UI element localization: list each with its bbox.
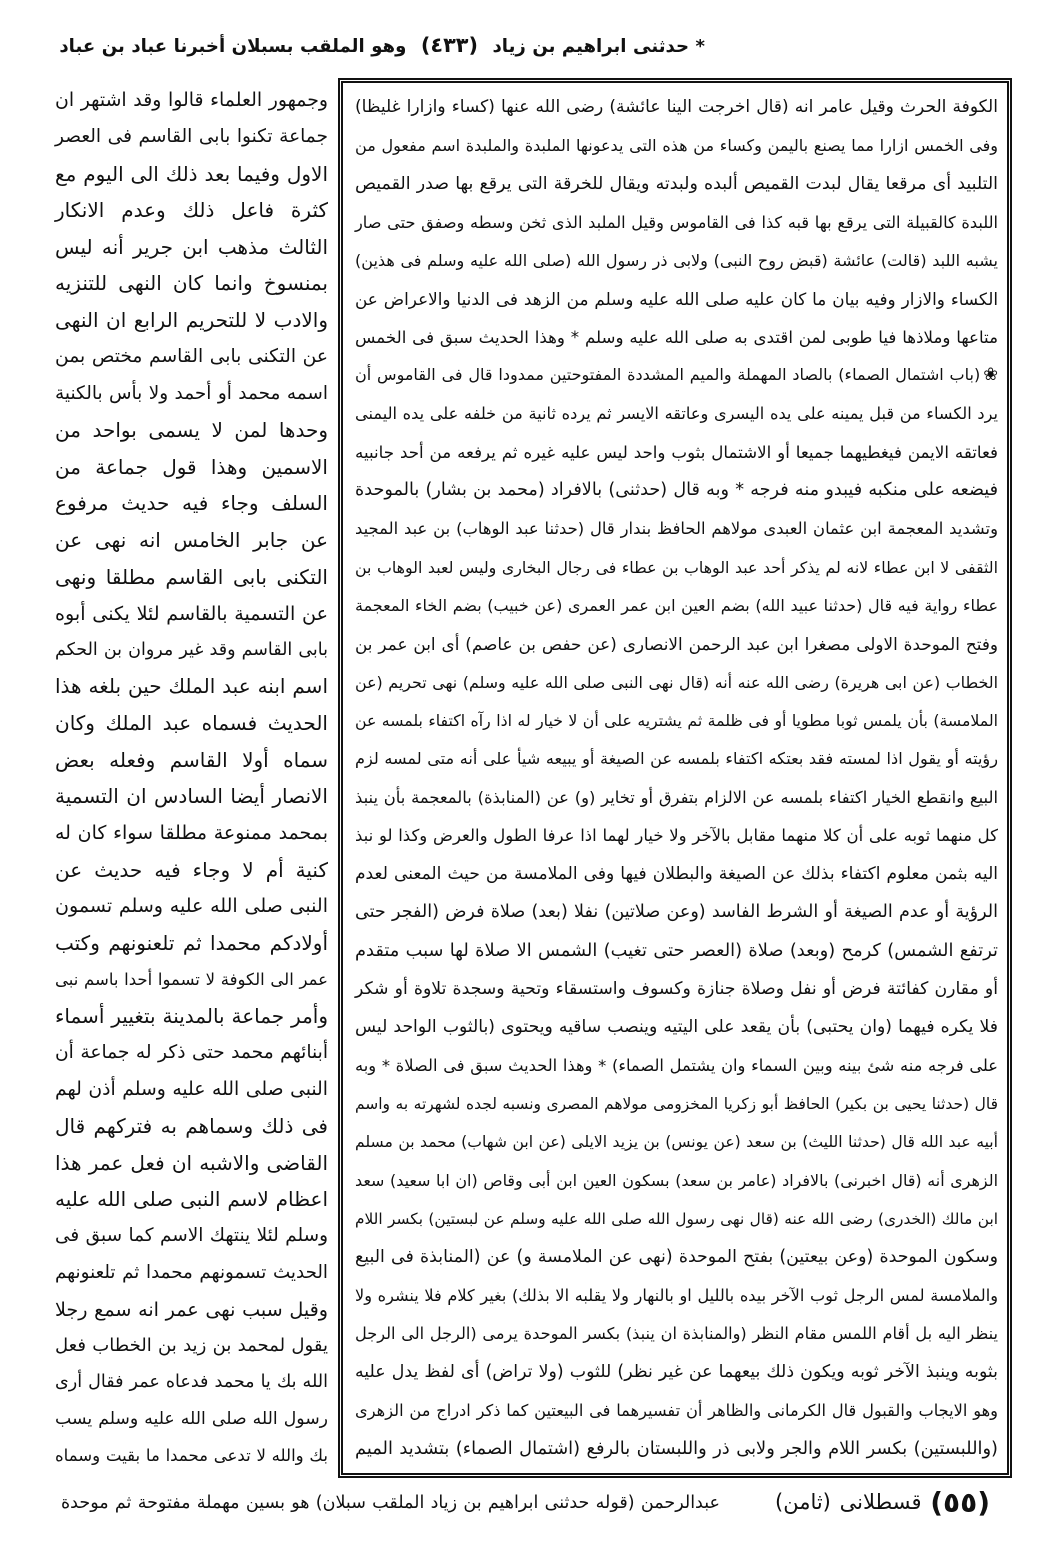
- main-text-line-content: قال (حدثنا يحيى بن بكير) الحافظ أبو زكريا المخزومى مولاهم المصرى ونسبه لجده لشهرته به واسم: [355, 1094, 998, 1113]
- main-text-line: [352, 203, 998, 241]
- commentary-line-content: بمنسوخ وانما كان النهى للتنزيه: [55, 271, 328, 296]
- main-text-line: [352, 395, 998, 433]
- main-text-line-content: أو مقارن كفائتة فرض أو نفل وصلاة جنازة وكسوف واستسقاء وتحية وسجدة تلاوة أو شكر: [355, 978, 998, 999]
- commentary-line: [52, 192, 328, 229]
- main-text-line-content: الرؤية أو عدم الصيغة أو الشرط الفاسد (وعن صلاتين) نفلا (بعد) صلاة فرض (الفجر حتى: [355, 902, 998, 923]
- page-number: (٤٣٣): [420, 33, 478, 57]
- signature-name: قسطلانى: [839, 1490, 922, 1514]
- main-text-line-content: اللبدة كالقبيلة التى يرقع بها قبه كذا فى القاموس وقيل الملبد الذى ثخن وسطه وصفق حتى صار: [355, 212, 998, 232]
- main-text-line: [352, 1276, 998, 1314]
- commentary-line: [52, 229, 328, 266]
- main-text-line: [352, 1123, 998, 1161]
- commentary-line-content: أبنائهم محمد حتى ذكر له جماعة أن: [55, 1042, 328, 1064]
- main-text-line: [352, 855, 998, 893]
- main-text: [352, 88, 998, 1468]
- main-text-line: [352, 1391, 998, 1429]
- commentary-line: [52, 119, 328, 156]
- main-text-line: [352, 778, 998, 816]
- commentary-line-content: الانصار أيضا السادس ان التسمية: [55, 784, 328, 809]
- commentary-line-content: الاسمين وهذا قول جماعة من: [55, 454, 328, 479]
- commentary-line-content: يقول لمحمد بن زيد بن الخطاب فعل: [55, 1335, 328, 1357]
- commentary-line-content: جماعة تكنوا بابى القاسم فى العصر: [55, 126, 328, 148]
- main-text-line-content: ينظر اليه بل أقام اللمس مقام النظر (والمنابذة ان ينبذ) بكسر الموحدة يرمى (الرجل الى الرجل: [355, 1324, 998, 1344]
- commentary-line: [52, 1218, 328, 1255]
- commentary-line: [52, 338, 328, 375]
- main-text-line: [352, 1161, 998, 1199]
- commentary-line-content: النبى صلى الله عليه وسلم أذن لهم: [55, 1078, 328, 1100]
- main-text-line: [352, 586, 998, 624]
- main-text-line-content: فعاتقه الايمن فيغطيهما جميعا أو الاشتمال بثوب واحد ليس عليه غيره ثم يرفعه من أحد جانبيه: [355, 442, 998, 462]
- main-text-line-content: عطاء رواية فيه قال (حدثنا عبيد الله) بضم العين ابن عمر العمرى (عن خبيب) بضم الخاء المعجمة: [355, 595, 998, 615]
- main-text-line-content: يشبه اللبد (قالت) عائشة (قبض روح النبى) ولابى ذر رسول الله (صلى الله عليه وسلم فى هذين): [355, 250, 998, 270]
- volume-label: (ثامن): [775, 1490, 831, 1514]
- commentary-line: [52, 741, 328, 778]
- main-text-line: [352, 1315, 998, 1353]
- commentary-line: [52, 1401, 328, 1438]
- commentary-line-content: وجمهور العلماء قالوا وقد اشتهر ان: [55, 89, 328, 112]
- commentary-line: [52, 155, 328, 192]
- commentary-line-content: أولادكم محمدا ثم تلعنونهم وكتب: [55, 930, 328, 955]
- commentary-line: [52, 1034, 328, 1071]
- main-text-line-content: كل منهما ثوبه على أن كلا منهما مقابل بالآخر ولا خيار لهما اذا عرفا الطول والعرض وكذا لو نبذ: [355, 825, 998, 845]
- main-text-line-content: والملامسة لمس الرجل ثوب الآخر بيده بالليل او بالنهار ولا يقلبه الا بذلك) بغير كلام فلا ينشره ولا: [355, 1285, 998, 1305]
- commentary-line-content: اسمه محمد أو أحمد ولا بأس بالكنية: [55, 382, 328, 404]
- commentary-line: [52, 448, 328, 485]
- commentary-line-content: والادب لا للتحريم الرابع ان النهى: [55, 308, 328, 333]
- commentary-line: [52, 1364, 328, 1401]
- flower-ornament-icon: ❀: [983, 365, 998, 386]
- chapter-heading-text: (باب اشتمال الصماء) بالصاد المهملة والميم المشددة المفتوحتين ممدودا قال فى القاموس أن: [355, 365, 981, 385]
- commentary-line-content: القاضى والاشبه ان فعل عمر هذا: [55, 1150, 328, 1175]
- main-text-line-content: التلبيد أى مرقعا يقال لبدت القميص ألبده ولبدته ويقال للخرقة التى يرقع بها صدر القميص: [355, 173, 998, 194]
- main-text-line: [352, 1353, 998, 1391]
- main-text-line: [352, 663, 998, 701]
- commentary-line: [52, 1144, 328, 1181]
- page-signature-mark: [775, 1480, 990, 1524]
- commentary-line: [52, 375, 328, 412]
- commentary-line: [52, 1437, 328, 1474]
- main-text-line-content: وفى الخمس ازارا مما يصنع باليمن وكساء من هذه التى يدعونها الملبدة والملبدة اسم مفعول من: [355, 135, 998, 155]
- commentary-line-content: الله بك يا محمد فدعاه عمر فقال أرى: [55, 1372, 328, 1393]
- commentary-line: [52, 485, 328, 522]
- commentary-line: [52, 631, 328, 668]
- signature-number: (٥٥): [930, 1485, 990, 1519]
- footer-continuation-line: [58, 1483, 720, 1523]
- main-text-line: [352, 625, 998, 663]
- main-text-line-content: الكساء والازار وفيه بيان ما كان عليه صلى الله عليه وسلم من الزهد فى الدنيا والاعراض عن: [355, 288, 998, 309]
- main-text-line-content: فلا يكره فيهما (وان يحتبى) بأن يقعد على اليتيه وينصب ساقيه ويحتوى (بالثوب الواحد ليس: [355, 1017, 998, 1038]
- main-text-line-content: الملامسة) بأن يلمس ثوبا مطويا أو فى ظلمة ثم يشتريه على أن لا خيار له اذا رآه اكتفاء بلمسه عن: [355, 710, 998, 730]
- main-text-line: [352, 701, 998, 739]
- commentary-line: [52, 1254, 328, 1291]
- commentary-line: [52, 82, 328, 119]
- margin-commentary-column: [52, 82, 328, 1474]
- main-text-line-content: يرد الكساء من قبل يمينه على يده اليسرى وعاتقه الايسر ثم يرده ثانية من خلفه على يده اليمنى: [355, 404, 998, 424]
- main-text-line: [352, 318, 998, 356]
- main-text-line-content: وتشديد المعجمة ابن عثمان العبدى مولاهم الحافظ بندار قال (حدثنا عبد الوهاب) بن عبد المجيد: [355, 519, 998, 539]
- commentary-line: [52, 668, 328, 705]
- commentary-line: [52, 1071, 328, 1108]
- commentary-line: [52, 925, 328, 962]
- main-text-line-content: البيع وانقطع الخيار اكتفاء بلمسه عن الالزام بتفرق أو تخاير (و) عن (المنابذة) بالمعجمة بأن ينبذ: [355, 787, 998, 807]
- commentary-line-content: سماه أولا القاسم وفعله بعض: [55, 747, 328, 772]
- main-text-line: [352, 816, 998, 854]
- main-text-line-content: ترتفع الشمس) كرمح (وبعد) صلاة (العصر حتى تغيب) الشمس الا صلاة لها سبب متقدم: [355, 939, 998, 961]
- commentary-line-content: عن التكنى بابى القاسم مختص بمن: [55, 346, 328, 368]
- commentary-line-content: الحديث فسماه عبد الملك وكان: [55, 711, 328, 736]
- main-text-line-content: الثقفى لا ابن عطاء لانه لم يذكر أحد عبد الوهاب بن عطاء فى رجال البخارى وليس لعبد الوهاب بن: [355, 557, 998, 577]
- main-text-line: [352, 1008, 998, 1046]
- commentary-line-content: اعظام لاسم النبى صلى الله عليه: [55, 1187, 328, 1212]
- commentary-line: [52, 302, 328, 339]
- main-text-line: [352, 471, 998, 509]
- main-text-line: [352, 433, 998, 471]
- commentary-line-content: كنية أم لا وجاء فيه حديث عن: [55, 857, 328, 882]
- commentary-line-content: بك والله لا تدعى محمدا ما بقيت وسماه: [55, 1446, 328, 1466]
- main-text-line-content: رؤيته أو يقول اذا لمسته فقد بعتكه اكتفاء بلمسه عن الصيغة أو يبيعه شيأ على أنه متى لمسه لزم: [355, 749, 998, 769]
- commentary-line-content: الحديث تسمونهم محمدا ثم تلعنونهم: [55, 1262, 328, 1284]
- commentary-line: [52, 1327, 328, 1364]
- footer-continuation-text: عبدالرحمن (قوله حدثنى ابراهيم بن زياد الملقب سبلان) هو بسين مهملة مفتوحة ثم موحدة: [61, 1493, 720, 1513]
- commentary-line-content: عن جابر الخامس انه نهى عن: [55, 527, 328, 552]
- commentary-line-content: رسول الله صلى الله عليه وسلم يسب: [55, 1409, 328, 1430]
- main-text-line: [352, 510, 998, 548]
- commentary-line-content: عمر الى الكوفة لا تسموا أحدا باسم نبى: [55, 969, 328, 989]
- main-text-line-content: ابن مالك (الخدرى) رضى الله عنه (قال نهى رسول الله صلى الله عليه وسلم عن لبستين) بكسر اللام: [355, 1209, 998, 1228]
- main-text-line: [352, 970, 998, 1008]
- main-text-line-content: الكوفة الحرث وقيل عامر انه (قال اخرجت الينا عائشة) رضى الله عنها (كساء وازارا غليظا): [355, 97, 998, 118]
- main-text-frame: [338, 78, 1012, 1478]
- commentary-line-content: اسم ابنه عبد الملك حين بلغه هذا: [55, 674, 328, 699]
- main-text-line-content: متاعها وملاذها فيا طوبى لمن اقتدى به صلى الله عليه وسلم * وهذا الحديث سبق فى الخمس: [355, 327, 998, 347]
- commentary-line-content: بابى القاسم وقد غير مروان بن الحكم: [55, 639, 328, 660]
- commentary-line-content: فى ذلك وسماهم به فتركهم قال: [55, 1113, 328, 1138]
- main-text-line: [352, 1046, 998, 1084]
- commentary-line-content: عن التسمية بالقاسم لئلا يكنى أبوه: [55, 601, 328, 625]
- main-text-line: [352, 241, 998, 279]
- commentary-line: [52, 595, 328, 632]
- commentary-line-content: وقيل سبب نهى عمر انه سمع رجلا: [55, 1297, 328, 1321]
- commentary-line: [52, 778, 328, 815]
- commentary-line: [52, 265, 328, 302]
- main-text-line: [352, 1085, 998, 1123]
- main-text-line-content: وفتح الموحدة الاولى مصغرا ابن عبد الرحمن الانصارى (عن حفص بن عاصم) أى ابن عمر بن: [355, 633, 998, 654]
- running-header: [55, 22, 705, 68]
- commentary-line: [52, 705, 328, 742]
- commentary-line-content: الثالث مذهب ابن جرير أنه ليس: [55, 234, 328, 259]
- commentary-line-content: الاول وفيما بعد ذلك الى اليوم مع: [55, 161, 328, 186]
- commentary-line: [52, 961, 328, 998]
- main-text-line-content: وسكون الموحدة (وعن بيعتين) بفتح الموحدة (نهى عن الملامسة و) عن (المنابذة فى البيع: [355, 1247, 998, 1268]
- main-text-line: [352, 126, 998, 164]
- commentary-line-content: بمحمد ممنوعة مطلقا سواء كان له: [55, 821, 328, 844]
- commentary-line-content: وسلم لئلا ينتهك الاسم كما سبق فى: [55, 1225, 328, 1247]
- header-title-end: وهو الملقب بسبلان أخبرنا عباد بن عباد: [59, 36, 407, 57]
- commentary-line: [52, 522, 328, 559]
- main-text-line-content: أبيه عبد الله قال (حدثنا الليث) بن سعد (عن يونس) بن يزيد الايلى (عن ابن شهاب) محمد بن مسلم: [355, 1133, 998, 1152]
- commentary-line-content: التكنى بابى القاسم مطلقا ونهى: [55, 564, 328, 589]
- main-text-line-content: بثوبه وينبذ الآخر ثوبه ويكون ذلك بيعهما عن غير نظر) للثوب (ولا تراض) أى لفظ يدل عليه: [355, 1362, 998, 1383]
- main-text-line: [352, 1238, 998, 1276]
- commentary-line-content: النبى صلى الله عليه وسلم تسمون: [55, 895, 328, 918]
- commentary-line: [52, 1291, 328, 1328]
- commentary-line: [52, 888, 328, 925]
- main-text-line: [352, 165, 998, 203]
- running-header-text: [59, 33, 705, 57]
- commentary-line-content: كثرة فاعل ذلك وعدم الانكار: [55, 198, 328, 223]
- commentary-line-content: وحدها لمن لا يسمى بواحد من: [55, 417, 328, 442]
- main-text-line: [352, 88, 998, 126]
- main-text-line: [352, 1200, 998, 1238]
- commentary-line-content: السلف وجاء فيه حديث مرفوع: [55, 491, 328, 516]
- commentary-line: [52, 1108, 328, 1145]
- chapter-heading-content: [355, 365, 998, 385]
- commentary-line: [52, 1181, 328, 1218]
- main-text-line: [352, 893, 998, 931]
- commentary-line: [52, 412, 328, 449]
- main-text-line-content: (واللبستين) بكسر اللام والجر ولابى ذر واللبستان بالرفع (اشتمال الصماء) بتشديد الميم: [355, 1438, 998, 1460]
- commentary-line: [52, 998, 328, 1035]
- main-text-line-content: على فرجه منه شئ بينه وبين السماء وان يشتمل الصماء) * وهذا الحديث سبق فى الصلاة * وبه: [355, 1055, 998, 1075]
- commentary-line-content: وأمر جماعة بالمدينة بتغيير أسماء: [55, 1004, 328, 1029]
- main-text-line-content: الزهرى أنه (قال اخبرنى) بالافراد (عامر بن سعد) بسكون العين ابن أبى وقاص (ان ابا سعيد) سعد: [355, 1170, 998, 1190]
- main-text-line-content: وهو الايجاب والقبول قال الكرمانى والظاهر أن تفسيرهما فى البيعتين كما ذكر ادراج من الزهرى: [355, 1400, 998, 1420]
- main-text-line-content: الخطاب (عن ابى هريرة) رضى الله عنه أنه (قال نهى النبى صلى الله عليه وسلم) نهى تحريم (عن: [355, 672, 998, 692]
- main-text-line-content: فيضعه على منكبه فيبدو منه فرجه * وبه قال (حدثنى) بالافراد (محمد بن بشار) بالموحدة: [355, 480, 998, 501]
- chapter-heading-line: [352, 356, 998, 394]
- main-text-line: [352, 931, 998, 969]
- commentary-line: [52, 558, 328, 595]
- main-text-line: [352, 280, 998, 318]
- main-text-line: [352, 1430, 998, 1468]
- commentary-line: [52, 815, 328, 852]
- main-text-line: [352, 740, 998, 778]
- main-text-line-content: اليه بثمن معلوم اكتفاء بذلك عن الصيغة والبطلان فيها وفى الملامسة من حيث المعنى لعدم: [355, 863, 998, 884]
- commentary-line: [52, 851, 328, 888]
- main-text-line: [352, 548, 998, 586]
- header-title-start: * حدثنى ابراهيم بن زياد: [492, 36, 705, 57]
